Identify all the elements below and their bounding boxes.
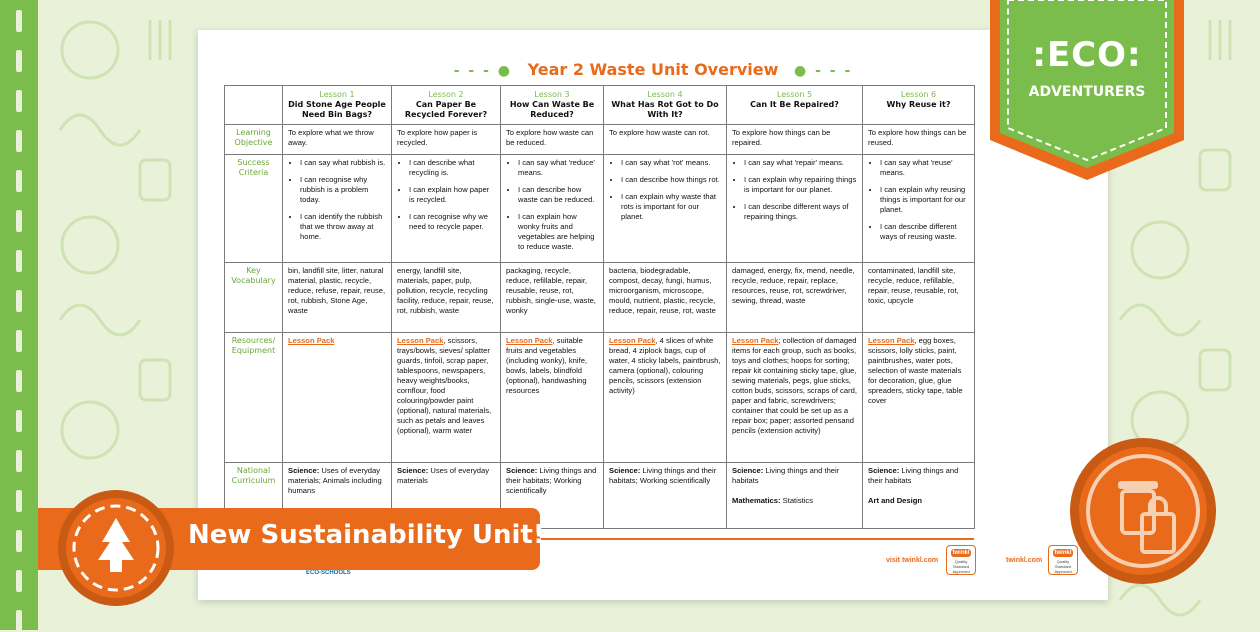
objective-cell: To explore what we throw away.: [283, 125, 392, 155]
vocab-cell: energy, landfill site, materials, paper, pulp, pollution, recycle, recycling facility, reduce, repair, reuse, rot, rubbish, waste: [392, 263, 501, 333]
table-header-row: [225, 86, 975, 125]
eco-schools-label: ECO-SCHOOLS: [306, 570, 351, 576]
lesson-pack-link[interactable]: Lesson Pack: [397, 336, 444, 345]
eco-tree-icon: [56, 488, 176, 608]
curriculum-cell: Science: Living things and their habitats; Working scientifically: [604, 463, 727, 529]
lesson-pack-link[interactable]: Lesson Pack: [506, 336, 553, 345]
curriculum-cell: Science: Living things and their habitats Art and Design: [863, 463, 975, 529]
twinkl-logo: twinkl Quality Standard Approved: [946, 545, 976, 575]
lesson-pack-link[interactable]: Lesson Pack: [288, 336, 335, 345]
eco-badge-title: :ECO:: [1032, 35, 1142, 75]
curriculum-cell: Science: Living things and their habitats Mathematics: Statistics: [727, 463, 863, 529]
vocab-cell: bin, landfill site, litter, natural material, plastic, recycle, reduce, refuse, repair, reuse, rot, rubbish, Stone Age, waste: [283, 263, 392, 333]
table-row: [225, 263, 975, 333]
resources-cell: Lesson Pack; collection of damaged items for each group, such as books, toys and clothes; hoops for sorting; repair kit containing sticky tape, glue, sewing materials, pegs, glue sticks, cotton buds, scissors, scraps of card, paper and fabric, screwdrivers; container that could be set up as a repair box; paper; assorted pensand pencils (extension activity): [727, 333, 863, 463]
banner-text: New Sustainability Unit!: [188, 520, 545, 550]
page-title: [198, 60, 1108, 79]
vocab-cell: damaged, energy, fix, mend, needle, recycle, reduce, repair, replace, resources, reuse, rot, screwdriver, sewing, thread, waste: [727, 263, 863, 333]
objective-cell: To explore how things can be repaired.: [727, 125, 863, 155]
success-cell: • I can describe what recycling is. • I can explain how paper is recycled. • I can recognise why we need to recycle paper.: [392, 155, 501, 263]
visit-link-partial[interactable]: twinkl.com: [1006, 557, 1043, 564]
resources-cell: Lesson Pack, 4 slices of white bread, 4 ziplock bags, cup of water, 4 sticky labels, paintbrush, camera (optional), colouring pencils, scissors (extension activity): [604, 333, 727, 463]
row-label-curriculum: National Curriculum: [225, 463, 283, 529]
row-label-resources: Resources/ Equipment: [225, 333, 283, 463]
objective-cell: To explore how things can be reused.: [863, 125, 975, 155]
row-label-vocab: Key Vocabulary: [225, 263, 283, 333]
vocab-cell: bacteria, biodegradable, compost, decay, fungi, humus, microorganism, microscope, mould, nutrient, plastic, recycle, reduce, repair, reuse, rot, waste: [604, 263, 727, 333]
success-cell: • I can say what 'rot' means. • I can describe how things rot. • I can explain why waste that rots is important for our planet.: [604, 155, 727, 263]
resources-cell: Lesson Pack, scissors, trays/bowls, sieves/ splatter guards, tinfoil, scrap paper, tablespoons, newspapers, heavy weights/books, cornflour, food colouring/powder paint (optional), natural materials, such as petals and leaves (optional), warm water: [392, 333, 501, 463]
visit-link[interactable]: visit twinkl.com: [886, 557, 939, 564]
objective-cell: To explore how paper is recycled.: [392, 125, 501, 155]
title-decoration-left: - - - ●: [453, 63, 513, 79]
unit-overview-table: [224, 85, 975, 529]
title-decoration-right: ● - - -: [793, 63, 853, 79]
vocab-cell: packaging, recycle, reduce, refillable, repair, reusable, reuse, rot, rubbish, single-use, waste, wonky: [501, 263, 604, 333]
lesson-header: Lesson 5 Can It Be Repaired?: [727, 86, 863, 125]
lesson-header: Lesson 6 Why Reuse it?: [863, 86, 975, 125]
row-label-objective: Learning Objective: [225, 125, 283, 155]
curriculum-cell: Science: Uses of everyday materials: [392, 463, 501, 529]
success-cell: • I can say what rubbish is. • I can recognise why rubbish is a problem today. • I can identify the rubbish that we throw away at home.: [283, 155, 392, 263]
success-cell: • I can say what 'reuse' means. • I can explain why reusing things is important for our planet. • I can describe different ways of reusing waste.: [863, 155, 975, 263]
title-text: Year 2 Waste Unit Overview: [527, 60, 779, 79]
lesson-pack-link[interactable]: Lesson Pack: [609, 336, 656, 345]
header-corner: [225, 86, 283, 125]
twinkl-logo: twinkl Quality Standard Approved: [1048, 545, 1078, 575]
resources-cell: Lesson Pack, egg boxes, scissors, lolly sticks, paint, paintbrushes, water pots, selection of waste materials for decoration, glue, glue spreaders, sticky tape, table cover: [863, 333, 975, 463]
curriculum-cell: Science: Living things and their habitats; Working scientifically: [501, 463, 604, 529]
lesson-header: Lesson 3 How Can Waste Be Reduced?: [501, 86, 604, 125]
lesson-header: Lesson 1 Did Stone Age People Need Bin Bags?: [283, 86, 392, 125]
table-row: [225, 125, 975, 155]
curriculum-cell: Science: Uses of everyday materials; Animals including humans: [283, 463, 392, 529]
lesson-header: Lesson 2 Can Paper Be Recycled Forever?: [392, 86, 501, 125]
resources-cell: Lesson Pack, suitable fruits and vegetables (including wonky), knife, bowls, labels, blindfold (optional), handwashing resources: [501, 333, 604, 463]
success-cell: • I can say what 'reduce' means. • I can describe how waste can be reduced. • I can explain how wonky fruits and vegetables are helping to reduce waste.: [501, 155, 604, 263]
objective-cell: To explore how waste can be reduced.: [501, 125, 604, 155]
eco-badge-subtitle: ADVENTURERS: [1028, 84, 1146, 100]
resources-cell: [283, 333, 392, 463]
vocab-cell: contaminated, landfill site, recycle, reduce, refillable, repair, reuse, reusable, rot, toxic, upcycle: [863, 263, 975, 333]
success-cell: • I can say what 'repair' means. • I can explain why repairing things is important for our planet. • I can describe different ways of repairing things.: [727, 155, 863, 263]
lesson-header: Lesson 4 What Has Rot Got to Do With It?: [604, 86, 727, 125]
row-label-success: Success Criteria: [225, 155, 283, 263]
left-stripe: [0, 0, 38, 630]
recycle-bin-icon: [1068, 436, 1218, 586]
table-row: [225, 155, 975, 263]
lesson-pack-link[interactable]: Lesson Pack: [868, 336, 915, 345]
table-row: [225, 333, 975, 463]
objective-cell: To explore how waste can rot.: [604, 125, 727, 155]
lesson-pack-link[interactable]: Lesson Pack: [732, 336, 779, 345]
